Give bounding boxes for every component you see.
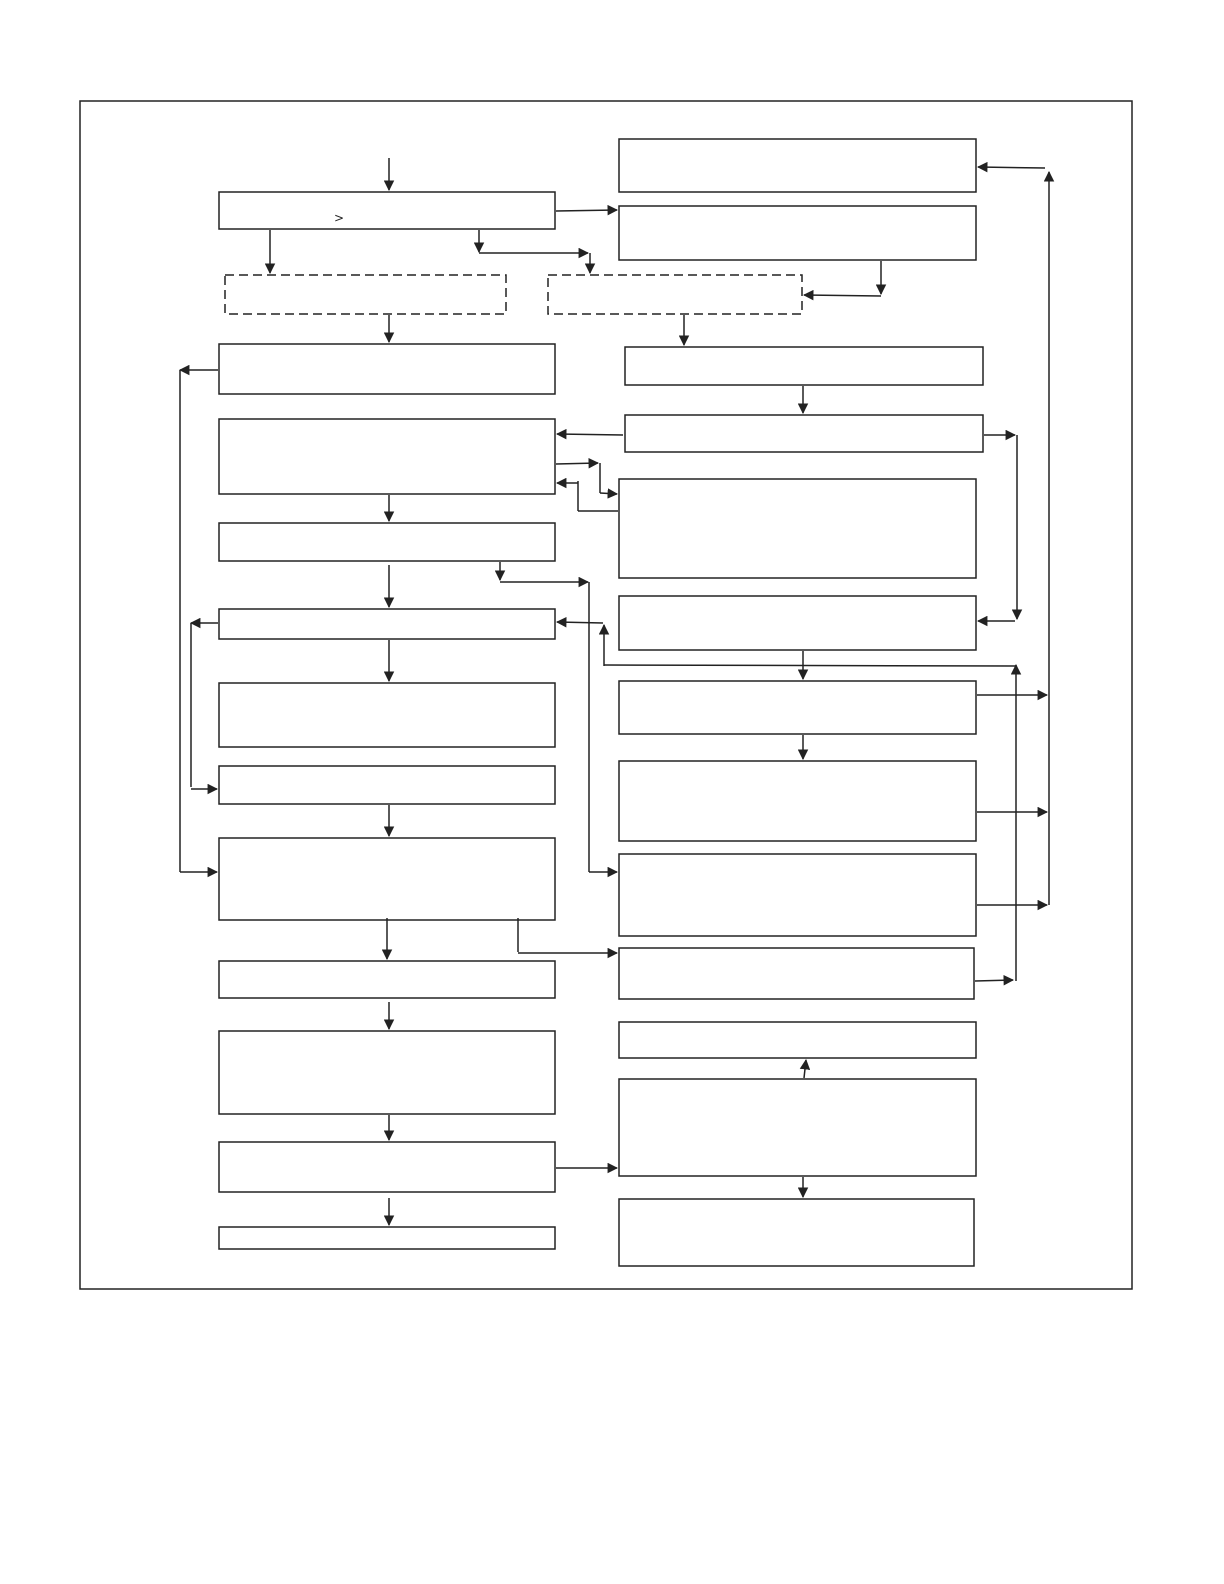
right-box-7 xyxy=(619,854,976,936)
arrow-r10-to-r9 xyxy=(804,1060,806,1078)
start-box xyxy=(219,192,555,229)
left-box-6 xyxy=(219,683,555,747)
right-box-10 xyxy=(619,1079,976,1176)
arrow-start-to-right-top-2 xyxy=(556,210,617,211)
arrow-right-top-2-to-dashed xyxy=(804,295,881,296)
right-dashed-box xyxy=(548,275,802,314)
left-box-7 xyxy=(219,766,555,804)
right-box-4 xyxy=(619,596,976,650)
right-box-8 xyxy=(619,948,974,999)
left-box-8 xyxy=(219,838,555,920)
left-box-11 xyxy=(219,1142,555,1192)
left-box-9 xyxy=(219,961,555,998)
right-box-3 xyxy=(619,479,976,578)
left-dashed-box xyxy=(225,275,506,314)
right-box-1 xyxy=(625,347,983,385)
left-box-3 xyxy=(219,419,555,494)
right-box-5 xyxy=(619,681,976,734)
outer-frame xyxy=(80,101,1132,1289)
right-box-6 xyxy=(619,761,976,841)
arrow-return-h xyxy=(604,665,1016,666)
start-box-label: > xyxy=(334,211,345,225)
left-box-2 xyxy=(219,344,555,394)
left-box-12 xyxy=(219,1227,555,1249)
right-top-box-1 xyxy=(619,139,976,192)
arrow-l3-to-r3-h xyxy=(556,463,598,464)
left-box-5 xyxy=(219,609,555,639)
arrow-into-l5 xyxy=(557,622,603,623)
right-top-box-2 xyxy=(619,206,976,260)
left-box-4 xyxy=(219,523,555,561)
right-box-9 xyxy=(619,1022,976,1058)
arrow-r2-to-l3 xyxy=(557,434,623,435)
left-box-10 xyxy=(219,1031,555,1114)
right-box-11 xyxy=(619,1199,974,1266)
right-box-2 xyxy=(625,415,983,452)
arrow-l3-to-r3-in xyxy=(600,493,617,494)
arrow-to-right-top-1 xyxy=(978,167,1045,168)
arrow-r8-out xyxy=(975,980,1013,981)
